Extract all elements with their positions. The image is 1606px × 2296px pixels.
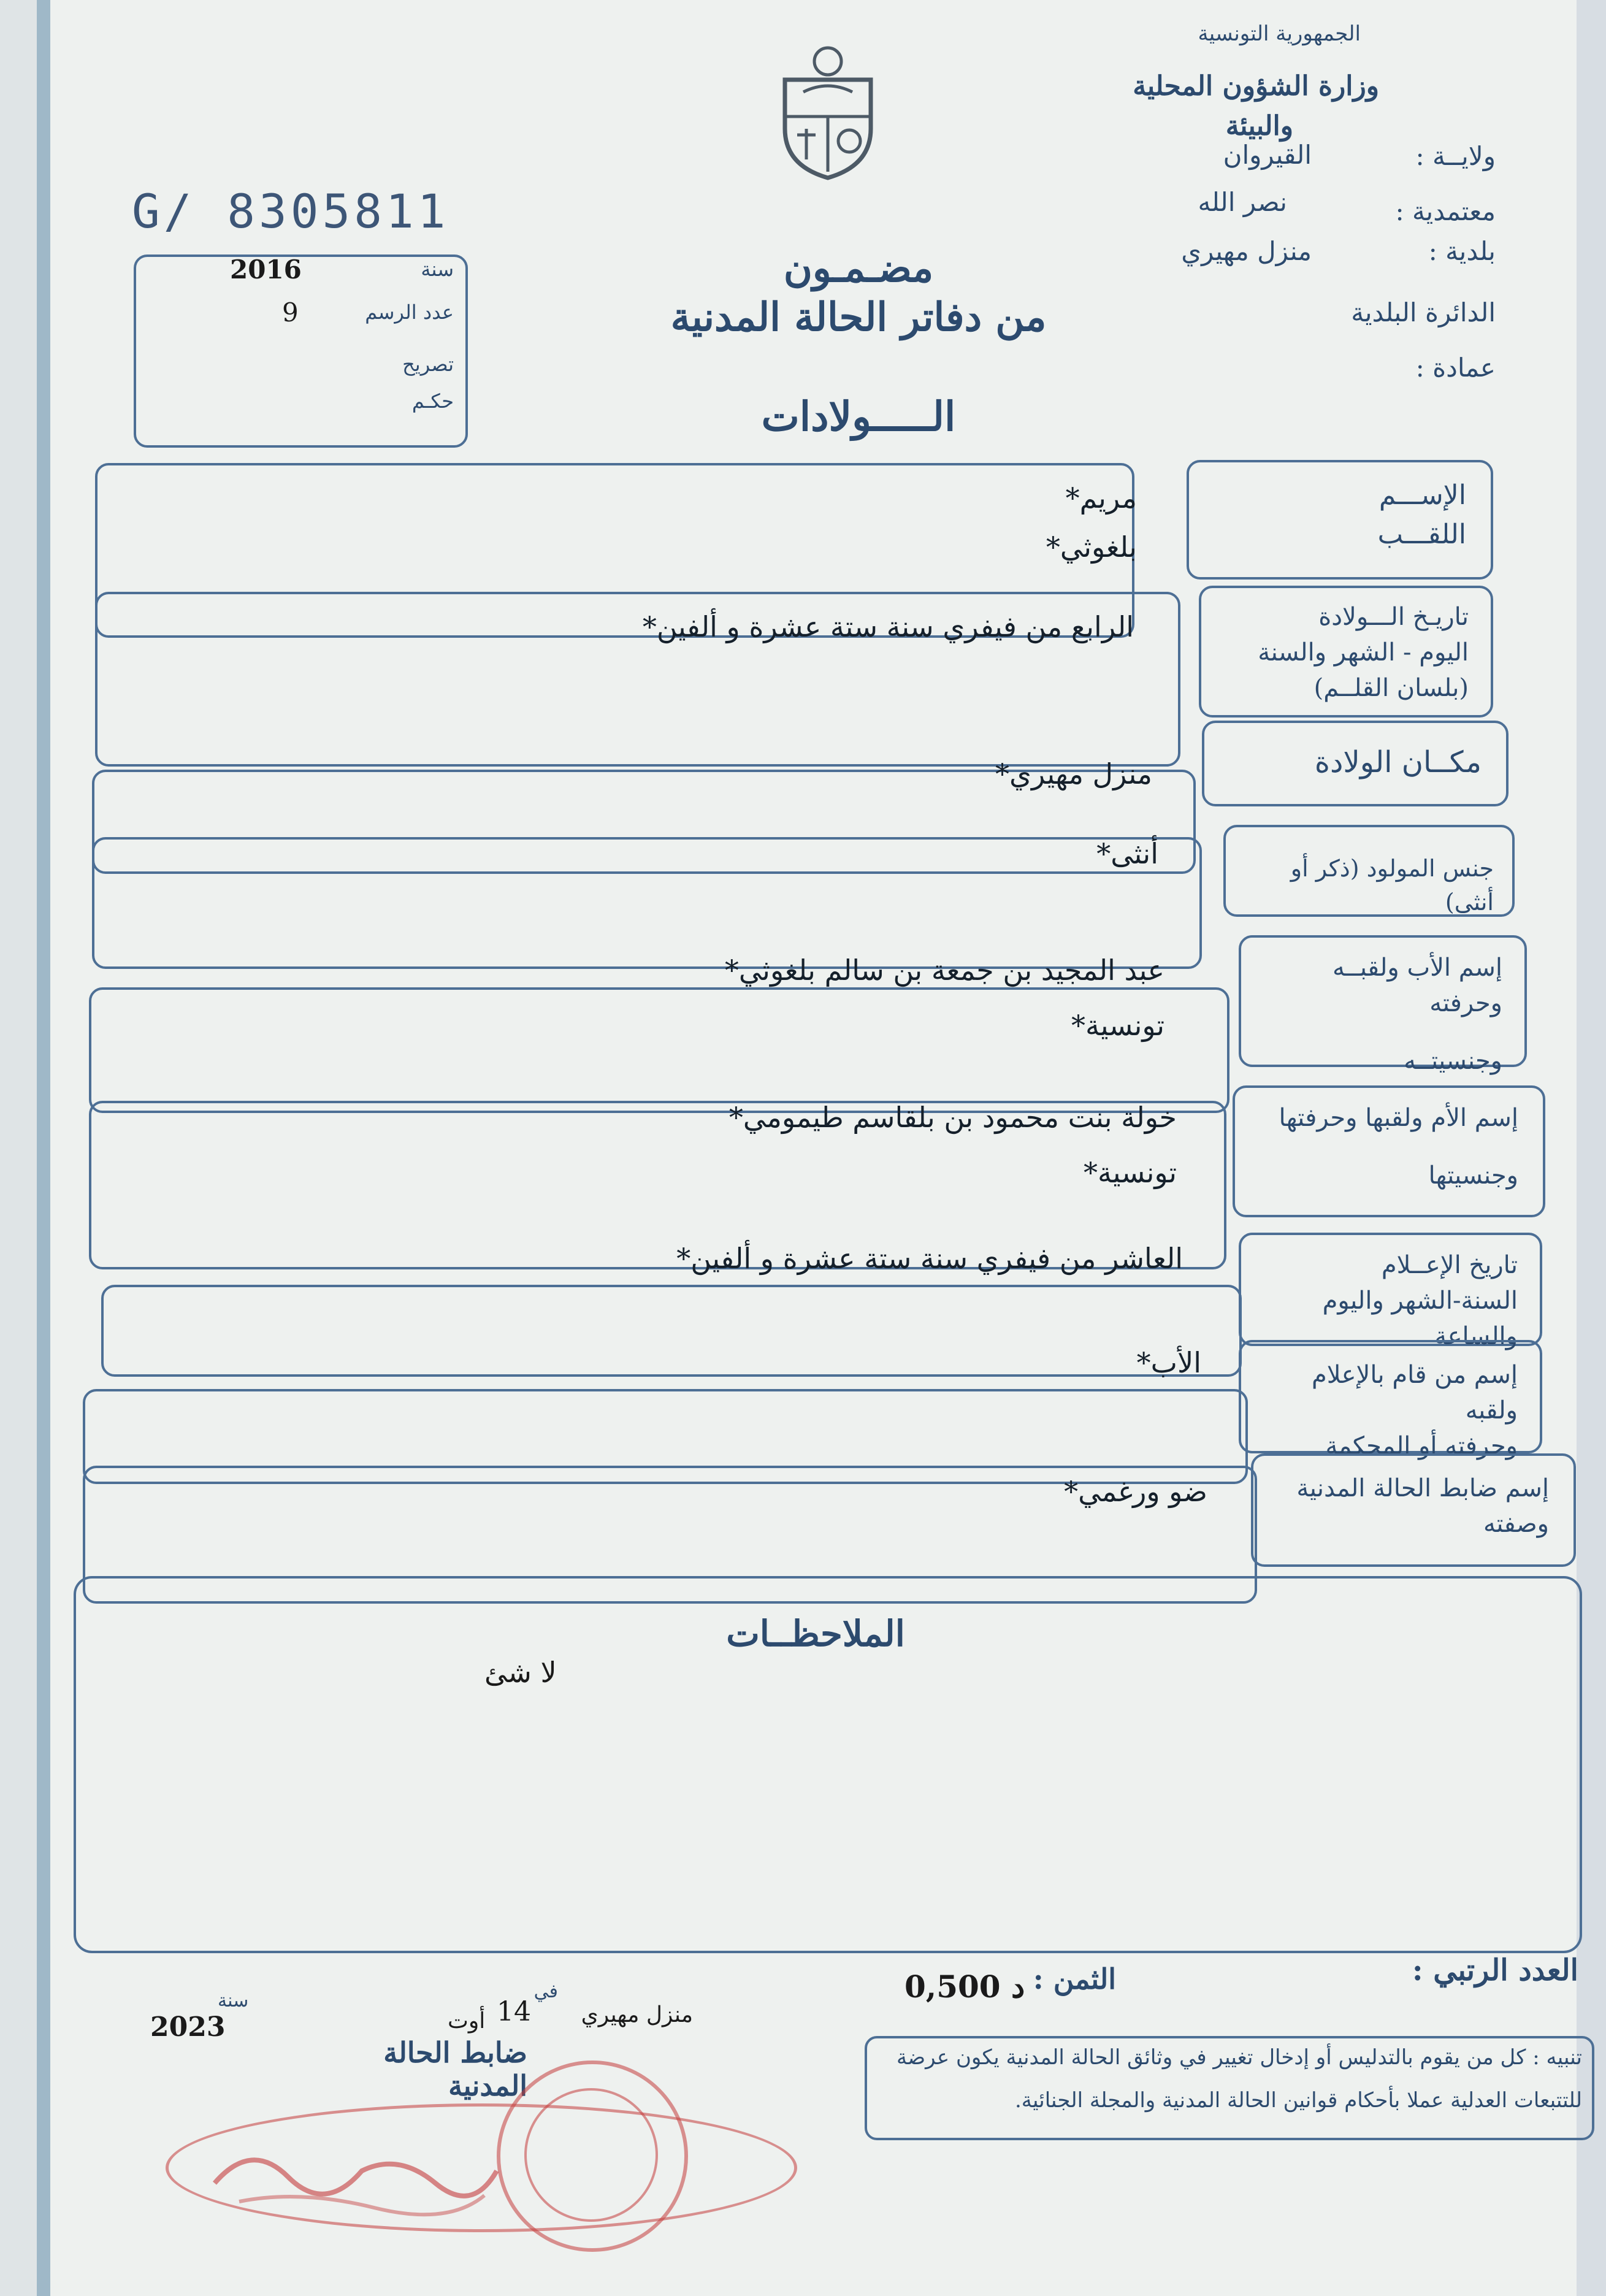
officer-signature: [202, 2116, 509, 2220]
price-label: الثمن :: [1033, 1962, 1116, 1996]
mother-nationality-label: وجنسيتها: [1428, 1161, 1518, 1190]
officer-title: ضابط الحالة المدنية: [383, 2036, 527, 2102]
father-nationality-label: وجنسيتــه: [1404, 1047, 1502, 1075]
title-line1: مضـمـون: [783, 245, 934, 291]
row-officer-label: [1251, 1453, 1576, 1567]
sex-value: أنثى*: [1096, 837, 1158, 870]
declarant-sub-label: وحرفته أو المحكمة: [1325, 1432, 1518, 1460]
issue-day: 14: [497, 1996, 531, 2027]
declaration-date-value: العاشر من فيفري سنة ستة عشرة و ألفين*: [676, 1242, 1183, 1275]
row-declarant-label: [1239, 1340, 1542, 1460]
officer-sub-label: وصفته: [1483, 1510, 1549, 1538]
title-line2: من دفاتر الحالة المدنية: [670, 294, 1047, 340]
date-prefix-label: في: [533, 1981, 558, 2002]
municipal-circle-label: الدائرة البلدية: [1351, 297, 1496, 327]
coat-of-arms-icon: [767, 43, 889, 184]
ministry-line2: والبيئة: [1225, 110, 1293, 142]
birthplace-label: مكــان الولادة: [1314, 745, 1482, 779]
first-name-value: مريم*: [1065, 481, 1137, 515]
declarant-value: الأب*: [1136, 1346, 1201, 1379]
father-label: إسم الأب ولقبــه وحرفته: [1333, 954, 1502, 1017]
warning-line2: للتتبعات العدلية عملا بأحكام قوانين الحالة المدنية والمجلة الجنائية.: [1014, 2088, 1582, 2113]
page-edge: [1577, 0, 1606, 2296]
sex-label: جنس المولود (ذكر أو أنثى): [1290, 855, 1494, 916]
issue-month: أوت: [448, 2008, 486, 2034]
price-value: 0,500 د: [904, 1969, 1025, 2005]
registry-record-label: عدد الرسم: [365, 300, 454, 324]
imada-label: عمادة :: [1415, 353, 1496, 383]
last-name-value: بلغوثي*: [1046, 530, 1137, 564]
remarks-title: الملاحظــات: [726, 1613, 905, 1655]
father-name-value: عبد المجيد بن جمعة بن سالم بلغوثي*: [724, 954, 1164, 987]
birthdate-sub-label: اليوم - الشهر والسنة: [1258, 638, 1469, 667]
official-stamp-inner: [524, 2088, 658, 2222]
last-name-label: اللقـــب: [1377, 518, 1466, 550]
issue-place: منزل مهيري: [581, 2002, 693, 2027]
birthdate-note-label: (بلسان القلــم): [1313, 674, 1469, 702]
declaration-date-label: تاريخ الإعــلام: [1381, 1251, 1518, 1279]
delegation-label: معتمدية :: [1395, 196, 1496, 226]
republic-header: الجمهورية التونسية: [1198, 21, 1361, 46]
ministry-line1: وزارة الشؤون المحلية: [1133, 71, 1379, 102]
row-declaration-label: [1239, 1233, 1542, 1350]
row-birthdate-label: [1199, 586, 1493, 718]
registry-judgment-label: حكـم: [411, 389, 454, 413]
row-mother-label: [1233, 1085, 1545, 1217]
officer-value: ضو ورغمي*: [1064, 1475, 1207, 1508]
warning-line1: تنبيه : كل من يقوم بالتدليس أو إدخال تغيير في وثائق الحالة المدنية يكون عرضة: [897, 2045, 1582, 2070]
mother-nationality-value: تونسية*: [1084, 1156, 1177, 1189]
birthdate-label: تاريـخ الـــولادة: [1318, 603, 1469, 631]
municipality-value: منزل مهيري: [1181, 236, 1312, 266]
registry-year-label: سنة: [421, 258, 454, 281]
birthdate-value: الرابع من فيفري سنة ستة عشرة و ألفين*: [642, 610, 1134, 643]
declaration-date-sub-label: السنة-الشهر واليوم والساعة: [1322, 1287, 1518, 1350]
wilaya-value: القيروان: [1223, 140, 1312, 170]
registry-declaration-label: تصريح: [402, 353, 454, 376]
registry-year-value: 2016: [230, 254, 302, 285]
row-name-label: [1187, 460, 1493, 580]
title-line3: الـــــولادات: [761, 392, 956, 440]
mother-label: إسم الأم ولقبها وحرفتها: [1279, 1104, 1518, 1132]
remarks-value: لا شئ: [484, 1656, 557, 1689]
birthplace-value: منزل مهيري*: [995, 757, 1152, 790]
row-place-label: [1202, 721, 1508, 806]
row-sex-label: [1223, 825, 1515, 917]
municipality-label: بلدية :: [1428, 236, 1496, 266]
mother-name-value: خولة بنت محمود بن بلقاسم طيمومي*: [728, 1101, 1177, 1134]
serial-count-label: العدد الرتبي :: [1412, 1953, 1578, 1988]
serial-number: G/ 8305811: [132, 184, 449, 239]
father-nationality-value: تونسية*: [1071, 1009, 1164, 1042]
year-label: سنة: [218, 1990, 249, 2011]
wilaya-label: ولايــة :: [1415, 141, 1496, 171]
registry-record-value: 9: [282, 297, 299, 327]
first-name-label: الإســـم: [1378, 480, 1466, 511]
officer-label: إسم ضابط الحالة المدنية: [1296, 1474, 1549, 1502]
delegation-value: نصر الله: [1198, 187, 1287, 217]
row-father-label: [1239, 935, 1527, 1075]
declarant-label: إسم من قام بالإعلام ولقبه: [1312, 1361, 1518, 1425]
issue-year: 2023: [150, 2011, 226, 2043]
